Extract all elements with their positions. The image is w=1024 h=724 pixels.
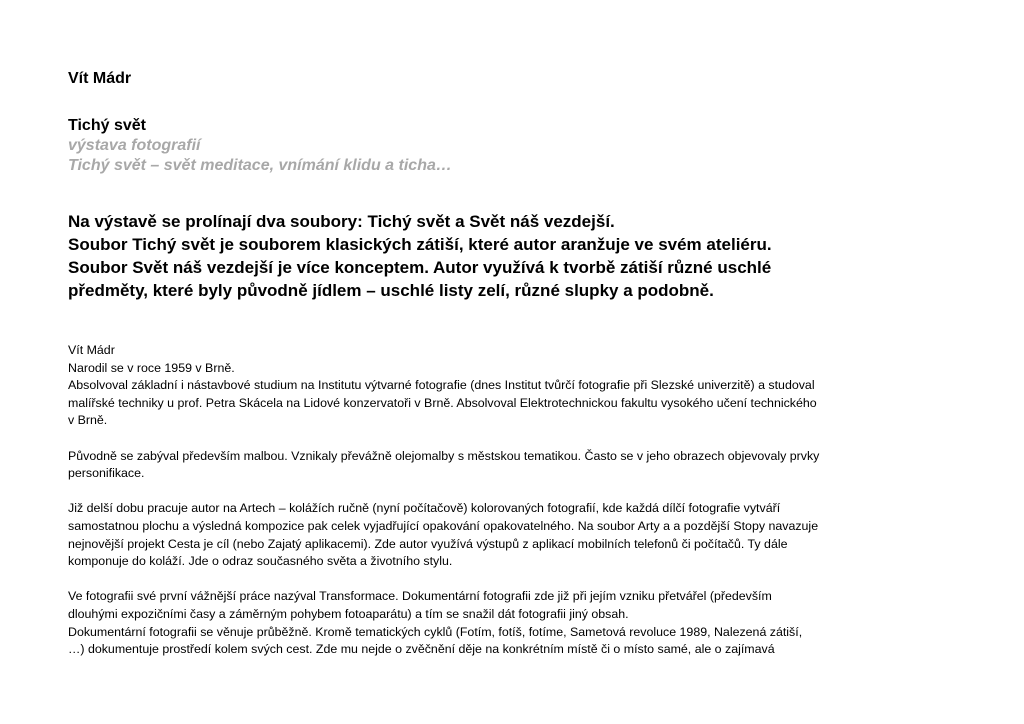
title-block bbox=[68, 116, 452, 176]
bio-name: Vít Mádr bbox=[68, 343, 115, 357]
intro-paragraph bbox=[68, 210, 968, 302]
bio-text-line: Dokumentární fotografii se věnuje průběžně. Kromě tematických cyklů (Fotím, fotíš, fotíme, Sametová revoluce 1989, Nalezená zátiší, bbox=[68, 624, 803, 639]
bio-text-line: malířské techniky u prof. Petra Skácela na Lidové konzervatoři v Brně. Absolvoval Elektrotechnickou fakultu vysokého učení technického bbox=[68, 395, 817, 410]
bio-text-line: komponuje do koláží. Jde o odraz současného světa a životního stylu. bbox=[68, 554, 453, 569]
bio-text-line: samostatnou plochu a výsledná kompozice pak celek vyjadřující opakování opakovatelného. Na soubor Arty a a pozdější Stopy navazuje bbox=[68, 518, 819, 533]
paragraph-spacer bbox=[68, 430, 958, 448]
bio-text-line: Původně se zabýval především malbou. Vznikaly převážně olejomalby s městskou tematikou. Často se v jeho obrazech objevovaly prvky bbox=[68, 448, 820, 463]
intro-line: Na výstavě se prolínají dva soubory: Tichý svět a Svět náš vezdejší. bbox=[68, 212, 615, 231]
intro-line: Soubor Svět náš vezdejší je více konceptem. Autor využívá k tvorbě zátiší různé uschlé bbox=[68, 258, 772, 277]
bio-header bbox=[68, 342, 958, 430]
bio-text-line: Již delší dobu pracuje autor na Artech – kolážích ručně (nyní počítačově) kolorovaných fotografií, kde každá dílčí fotografie vytváří bbox=[68, 501, 781, 516]
exhibition-tagline: Tichý svět – svět meditace, vnímání klidu a ticha… bbox=[68, 157, 452, 174]
bio-text-line: nejnovější projekt Cesta je cíl (nebo Zajatý aplikacemi). Zde autor využívá výstupů z aplikací mobilních telefonů či počítačů. Ty dále bbox=[68, 536, 788, 551]
intro-line: Soubor Tichý svět je souborem klasických zátiší, které autor aranžuje ve svém ateliéru. bbox=[68, 235, 772, 254]
intro-line: předměty, které byly původně jídlem – uschlé listy zelí, různé slupky a podobně. bbox=[68, 281, 714, 300]
bio-born: Narodil se v roce 1959 v Brně. bbox=[68, 360, 235, 375]
bio-text-line: Absolvoval základní i nástavbové studium na Institutu výtvarné fotografie (dnes Institut tvůrčí fotografie při Slezské univerzitě) a studoval bbox=[68, 378, 815, 393]
exhibition-subtitle: výstava fotografií bbox=[68, 137, 201, 154]
bio-text-line: dlouhými expozičními časy a záměrným pohybem fotoaparátu) a tím se snažil dát fotografii jiný obsah. bbox=[68, 606, 629, 621]
bio-paragraph-photography bbox=[68, 588, 958, 658]
author-heading: Vít Mádr bbox=[68, 70, 132, 87]
exhibition-title: Tichý svět bbox=[68, 117, 146, 134]
bio-paragraph-arty bbox=[68, 500, 958, 570]
bio-paragraph-painting bbox=[68, 448, 958, 483]
bio-text-line: v Brně. bbox=[68, 413, 108, 428]
bio-text-line: Ve fotografii své první vážnější práce nazýval Transformace. Dokumentární fotografii zde již při jejím vzniku přetvářel (především bbox=[68, 589, 772, 604]
bio-text-line: personifikace. bbox=[68, 466, 145, 481]
bio-text-line: …) dokumentuje prostředí kolem svých cest. Zde mu nejde o zvěčnění děje na konkrétním místě či o místo samé, ale o zajímavá bbox=[68, 642, 775, 657]
biography bbox=[68, 342, 958, 659]
